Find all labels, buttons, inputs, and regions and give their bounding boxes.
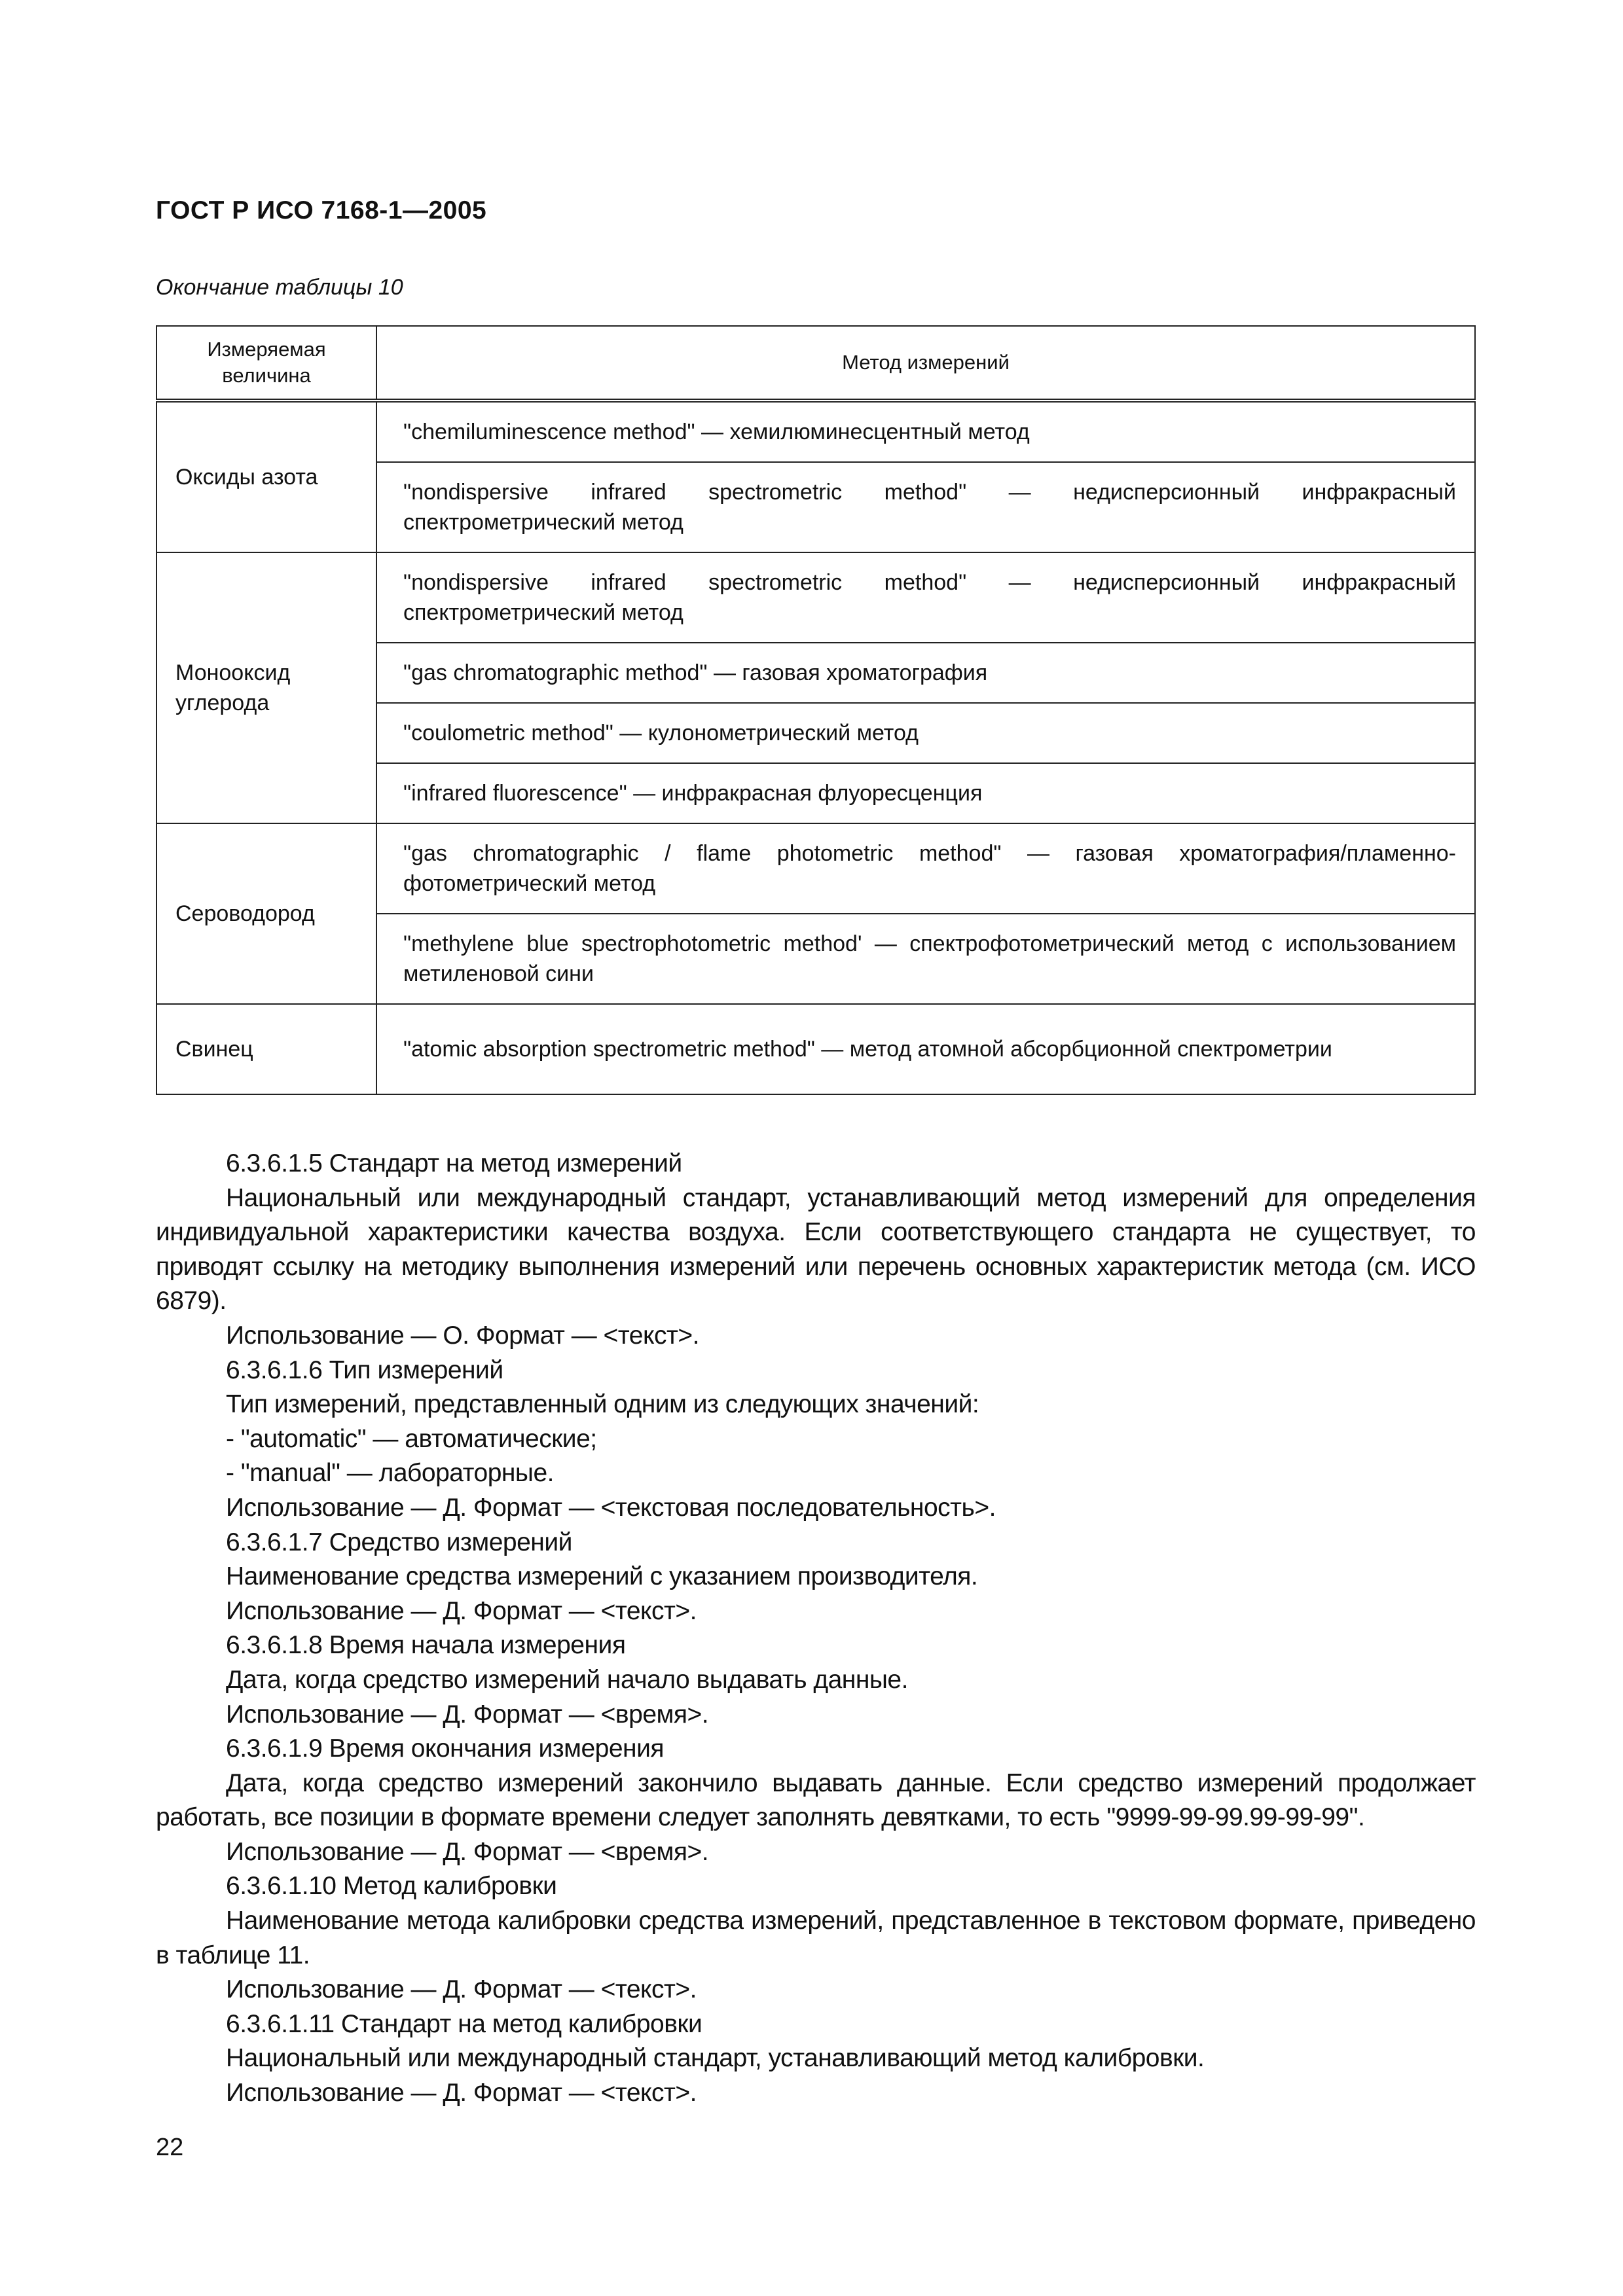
paragraph: Тип измерений, представленный одним из следующих значений: xyxy=(226,1390,979,1419)
paragraph: Использование — Д. Формат — <текст>. xyxy=(226,2079,697,2108)
method-cell: "atomic absorption spectrometric method" — метод атомной абсорбционной спектрометрии xyxy=(376,1004,1475,1094)
measurement-methods-table xyxy=(156,325,1476,1095)
method-cell: "gas chromatographic method" — газовая хроматография xyxy=(376,643,1475,703)
paragraph: Наименование средства измерений с указанием производителя. xyxy=(226,1562,978,1591)
paragraph: Использование — О. Формат — <текст>. xyxy=(226,1321,699,1350)
section-heading: 6.3.6.1.5 Стандарт на метод измерений xyxy=(226,1149,682,1177)
quantity-cell: Оксиды азота xyxy=(156,401,376,552)
paragraph: Наименование метода калибровки средства измерений, представленное в текстовом формате, приведено в таблице 11. xyxy=(156,1907,1476,1969)
list-item: - "automatic" — автоматические; xyxy=(226,1424,597,1453)
section-heading: 6.3.6.1.11 Стандарт на метод калибровки xyxy=(226,2009,702,2038)
table-row xyxy=(156,401,1475,462)
quantity-cell: Монооксид углерода xyxy=(156,552,376,823)
method-cell: "nondispersive infrared spectrometric method" — недисперсионный инфракрасный спектрометрический метод xyxy=(376,462,1475,552)
paragraph: Использование — Д. Формат — <текстовая последовательность>. xyxy=(226,1493,996,1522)
section-heading: 6.3.6.1.6 Тип измерений xyxy=(226,1355,503,1384)
paragraph: Национальный или международный стандарт, устанавливающий метод измерений для определения индивидуальной характеристики качества воздуха. Если соответствующего стандарта не существует, то приводят ссылку на методику выполнения измерений или перечень основных характеристик метода (см. ИСО 6879). xyxy=(156,1183,1476,1316)
list-item: - "manual" — лабораторные. xyxy=(226,1459,554,1488)
body-text xyxy=(156,1147,1476,2111)
paragraph: Использование — Д. Формат — <текст>. xyxy=(226,1596,697,1625)
column-header-quantity: Измеряемая величина xyxy=(156,326,376,401)
table-row xyxy=(156,823,1475,914)
method-cell: "chemiluminescence method" — хемилюминесцентный метод xyxy=(376,401,1475,462)
quantity-cell: Сероводород xyxy=(156,823,376,1004)
section-heading: 6.3.6.1.9 Время окончания измерения xyxy=(226,1734,664,1763)
method-cell: "coulometric method" — кулонометрический метод xyxy=(376,703,1475,763)
paragraph: Использование — Д. Формат — <время>. xyxy=(226,1837,709,1866)
method-cell: "nondispersive infrared spectrometric method" — недисперсионный инфракрасный спектрометрический метод xyxy=(376,552,1475,643)
document-header: ГОСТ Р ИСО 7168-1—2005 xyxy=(156,196,487,224)
section-heading: 6.3.6.1.7 Средство измерений xyxy=(226,1528,572,1556)
method-cell: "methylene blue spectrophotometric method' — спектрофотометрический метод с использованием метиленовой сини xyxy=(376,914,1475,1004)
paragraph: Дата, когда средство измерений закончило выдавать данные. Если средство измерений продолжает работать, все позиции в формате времени следует заполнять девятками, то есть "9999-99-99.99-99-99". xyxy=(156,1768,1476,1832)
quantity-cell: Свинец xyxy=(156,1004,376,1094)
paragraph: Национальный или международный стандарт, устанавливающий метод калибровки. xyxy=(226,2044,1205,2073)
section-heading: 6.3.6.1.8 Время начала измерения xyxy=(226,1631,626,1660)
table-row xyxy=(156,552,1475,643)
table-row xyxy=(156,1004,1475,1094)
section-heading: 6.3.6.1.10 Метод калибровки xyxy=(226,1872,557,1901)
table-header-row xyxy=(156,326,1475,401)
paragraph: Дата, когда средство измерений начало выдавать данные. xyxy=(226,1665,908,1694)
column-header-method: Метод измерений xyxy=(376,326,1475,401)
table-caption: Окончание таблицы 10 xyxy=(156,275,403,300)
paragraph: Использование — Д. Формат — <текст>. xyxy=(226,1975,697,2004)
paragraph: Использование — Д. Формат — <время>. xyxy=(226,1700,709,1729)
page-number: 22 xyxy=(156,2134,184,2161)
method-cell: "gas chromatographic / flame photometric method" — газовая хроматография/пламенно-фотометрический метод xyxy=(376,823,1475,914)
method-cell: "infrared fluorescence" — инфракрасная флуоресценция xyxy=(376,763,1475,823)
